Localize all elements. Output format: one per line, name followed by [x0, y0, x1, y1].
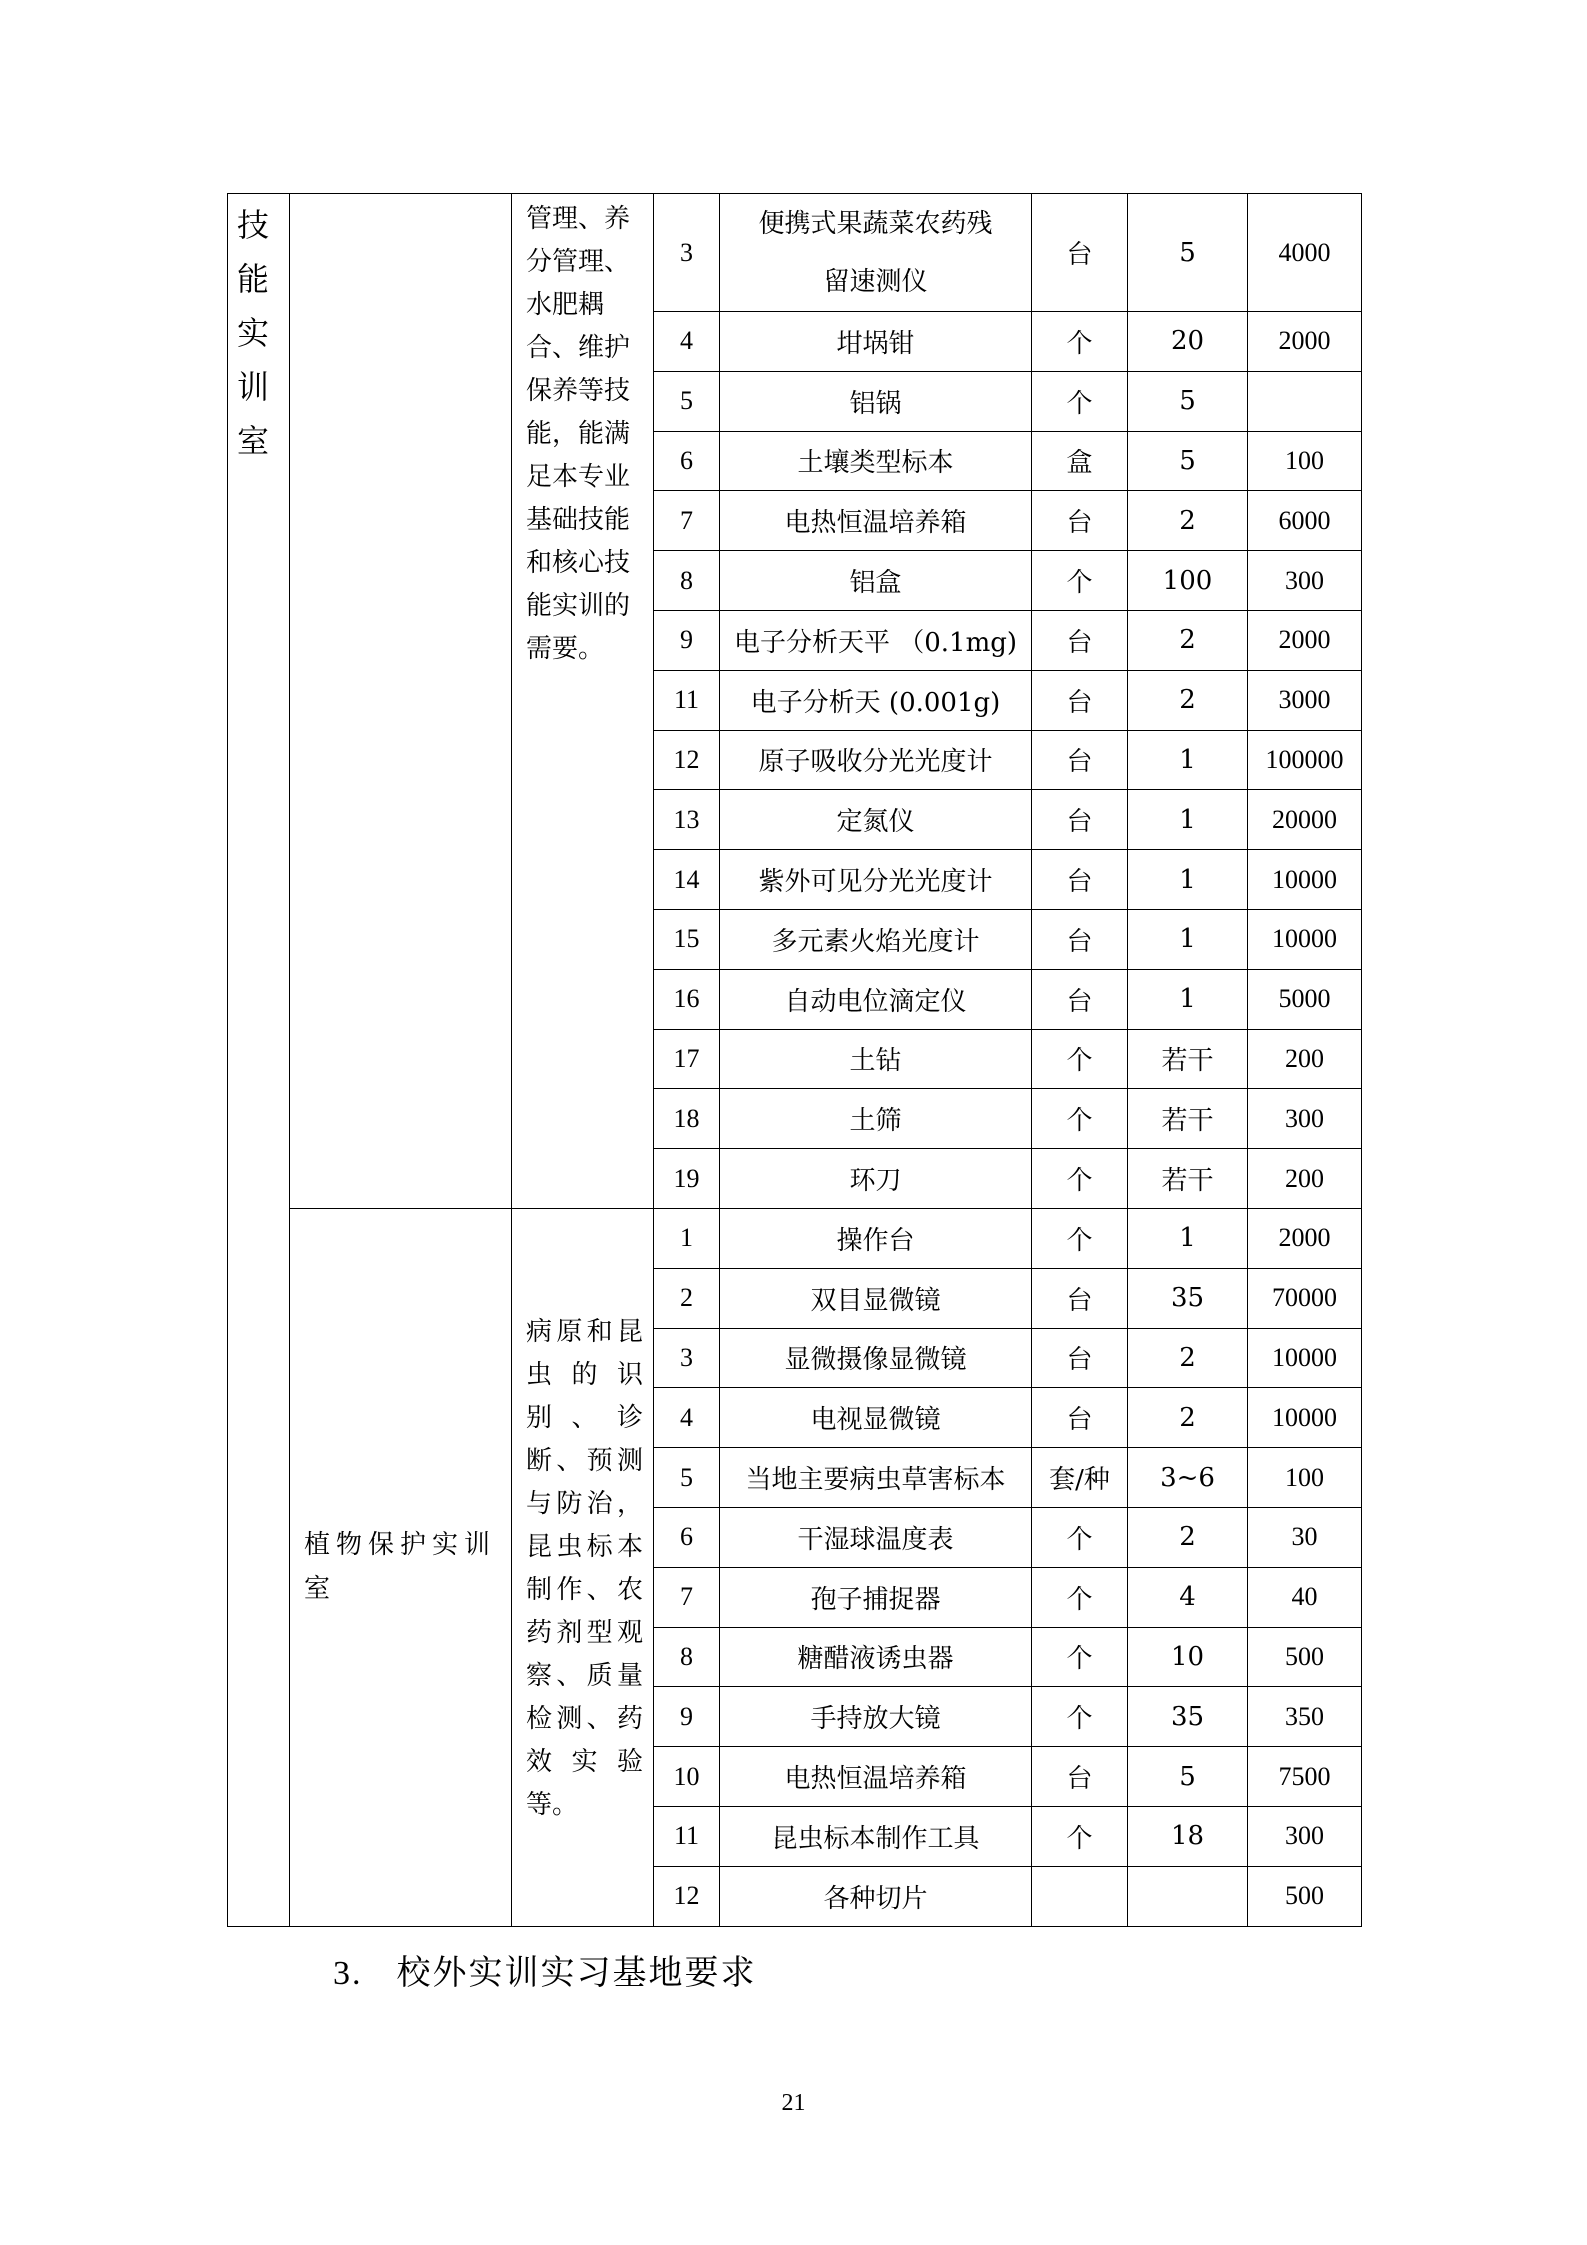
table-row: [228, 194, 1362, 312]
item-number-cell: 1: [654, 1208, 720, 1268]
training-description-cell: 病原和昆虫的识别、诊断、预测与防治，昆虫标本制作、农药剂型观察、质量检测、药效实验等。: [512, 1208, 654, 1926]
room-name-cell: 植物保护实训室: [290, 1208, 512, 1926]
item-unit-cell: 个: [1032, 1806, 1128, 1866]
table-row: [228, 1208, 1362, 1268]
item-number-cell: 9: [654, 610, 720, 670]
item-price-cell: 300: [1248, 1089, 1362, 1149]
item-qty-cell: 35: [1128, 1687, 1248, 1747]
item-unit-cell: 个: [1032, 1029, 1128, 1089]
page-number: 21: [781, 2090, 806, 2116]
item-unit-cell: 台: [1032, 194, 1128, 312]
item-unit-cell: 台: [1032, 969, 1128, 1029]
item-price-cell: 5000: [1248, 969, 1362, 1029]
item-unit-cell: 台: [1032, 1328, 1128, 1388]
item-name-cell: 孢子捕捉器: [720, 1567, 1032, 1627]
item-price-cell: 30: [1248, 1507, 1362, 1567]
item-unit-cell: 个: [1032, 1507, 1128, 1567]
item-price-cell: [1248, 371, 1362, 431]
item-qty-cell: 3~6: [1128, 1448, 1248, 1508]
item-unit-cell: 个: [1032, 1149, 1128, 1209]
item-price-cell: 200: [1248, 1149, 1362, 1209]
category-label: 技能实训室: [232, 208, 270, 478]
item-price-cell: 100000: [1248, 730, 1362, 790]
item-unit-cell: 台: [1032, 909, 1128, 969]
item-qty-cell: 若干: [1128, 1149, 1248, 1209]
item-price-cell: 500: [1248, 1866, 1362, 1926]
item-unit-cell: 台: [1032, 610, 1128, 670]
item-number-cell: 11: [654, 670, 720, 730]
item-name-cell: 手持放大镜: [720, 1687, 1032, 1747]
item-name-cell: 定氮仪: [720, 790, 1032, 850]
item-qty-cell: 5: [1128, 371, 1248, 431]
item-number-cell: 8: [654, 1627, 720, 1687]
item-number-cell: 5: [654, 371, 720, 431]
item-price-cell: 3000: [1248, 670, 1362, 730]
item-price-cell: 300: [1248, 1806, 1362, 1866]
item-number-cell: 9: [654, 1687, 720, 1747]
equipment-table-container: [227, 193, 1362, 1927]
item-name-cell: 原子吸收分光光度计: [720, 730, 1032, 790]
item-unit-cell: 台: [1032, 1747, 1128, 1807]
item-name-cell: 土钻: [720, 1029, 1032, 1089]
item-number-cell: 15: [654, 909, 720, 969]
item-name-cell: 电热恒温培养箱: [720, 491, 1032, 551]
item-unit-cell: 个: [1032, 371, 1128, 431]
item-qty-cell: 若干: [1128, 1089, 1248, 1149]
item-qty-cell: [1128, 1866, 1248, 1926]
item-unit-cell: 台: [1032, 491, 1128, 551]
section-heading: [333, 1945, 757, 1994]
item-price-cell: 2000: [1248, 312, 1362, 372]
item-price-cell: 2000: [1248, 1208, 1362, 1268]
item-number-cell: 18: [654, 1089, 720, 1149]
item-unit-cell: 台: [1032, 730, 1128, 790]
item-price-cell: 100: [1248, 431, 1362, 491]
item-price-cell: 10000: [1248, 1388, 1362, 1448]
item-qty-cell: 4: [1128, 1567, 1248, 1627]
item-unit-cell: 个: [1032, 312, 1128, 372]
item-number-cell: 8: [654, 551, 720, 611]
item-price-cell: 500: [1248, 1627, 1362, 1687]
item-qty-cell: 1: [1128, 969, 1248, 1029]
item-qty-cell: 2: [1128, 1507, 1248, 1567]
item-name-cell: 土筛: [720, 1089, 1032, 1149]
item-qty-cell: 2: [1128, 670, 1248, 730]
category-cell: [228, 194, 290, 1927]
item-name-cell: 电热恒温培养箱: [720, 1747, 1032, 1807]
item-name-cell: 当地主要病虫草害标本: [720, 1448, 1032, 1508]
item-number-cell: 7: [654, 491, 720, 551]
item-name-cell: 糖醋液诱虫器: [720, 1627, 1032, 1687]
item-unit-cell: 个: [1032, 1687, 1128, 1747]
item-qty-cell: 10: [1128, 1627, 1248, 1687]
item-number-cell: 3: [654, 1328, 720, 1388]
item-number-cell: 10: [654, 1747, 720, 1807]
item-price-cell: 200: [1248, 1029, 1362, 1089]
item-qty-cell: 2: [1128, 610, 1248, 670]
item-price-cell: 10000: [1248, 1328, 1362, 1388]
item-price-cell: 4000: [1248, 194, 1362, 312]
item-price-cell: 40: [1248, 1567, 1362, 1627]
item-qty-cell: 18: [1128, 1806, 1248, 1866]
item-qty-cell: 若干: [1128, 1029, 1248, 1089]
room-name-cell: [290, 194, 512, 1209]
item-name-cell: 电视显微镜: [720, 1388, 1032, 1448]
item-name-cell: 自动电位滴定仪: [720, 969, 1032, 1029]
item-qty-cell: 5: [1128, 194, 1248, 312]
item-number-cell: 14: [654, 850, 720, 910]
item-qty-cell: 5: [1128, 1747, 1248, 1807]
section-number: 3.: [333, 1955, 363, 1992]
item-unit-cell: 台: [1032, 670, 1128, 730]
item-unit-cell: 个: [1032, 1208, 1128, 1268]
item-unit-cell: 盒: [1032, 431, 1128, 491]
section-title: 校外实训实习基地要求: [396, 1953, 757, 1993]
item-number-cell: 19: [654, 1149, 720, 1209]
item-number-cell: 12: [654, 730, 720, 790]
item-number-cell: 13: [654, 790, 720, 850]
item-qty-cell: 2: [1128, 1328, 1248, 1388]
item-name-cell: 操作台: [720, 1208, 1032, 1268]
item-name-cell: 各种切片: [720, 1866, 1032, 1926]
item-price-cell: 350: [1248, 1687, 1362, 1747]
item-name-cell: 昆虫标本制作工具: [720, 1806, 1032, 1866]
item-number-cell: 6: [654, 431, 720, 491]
item-price-cell: 10000: [1248, 909, 1362, 969]
item-unit-cell: 台: [1032, 850, 1128, 910]
item-qty-cell: 2: [1128, 491, 1248, 551]
item-name-cell: 双目显微镜: [720, 1268, 1032, 1328]
item-qty-cell: 100: [1128, 551, 1248, 611]
item-unit-cell: 个: [1032, 1089, 1128, 1149]
item-number-cell: 2: [654, 1268, 720, 1328]
item-number-cell: 7: [654, 1567, 720, 1627]
item-qty-cell: 1: [1128, 730, 1248, 790]
item-price-cell: 70000: [1248, 1268, 1362, 1328]
item-number-cell: 16: [654, 969, 720, 1029]
item-qty-cell: 1: [1128, 909, 1248, 969]
item-qty-cell: 2: [1128, 1388, 1248, 1448]
item-qty-cell: 5: [1128, 431, 1248, 491]
item-price-cell: 7500: [1248, 1747, 1362, 1807]
item-unit-cell: 个: [1032, 1627, 1128, 1687]
item-number-cell: 5: [654, 1448, 720, 1508]
item-qty-cell: 20: [1128, 312, 1248, 372]
item-name-cell: 环刀: [720, 1149, 1032, 1209]
item-price-cell: 20000: [1248, 790, 1362, 850]
item-price-cell: 6000: [1248, 491, 1362, 551]
item-name-cell: 铝盒: [720, 551, 1032, 611]
item-name-cell: 铝锅: [720, 371, 1032, 431]
item-price-cell: 10000: [1248, 850, 1362, 910]
item-name-cell: 电子分析天 (0.001g): [720, 670, 1032, 730]
item-price-cell: 300: [1248, 551, 1362, 611]
item-unit-cell: 台: [1032, 1268, 1128, 1328]
item-number-cell: 4: [654, 1388, 720, 1448]
item-number-cell: 3: [654, 194, 720, 312]
item-unit-cell: 个: [1032, 551, 1128, 611]
item-name-cell: 多元素火焰光度计: [720, 909, 1032, 969]
item-number-cell: 12: [654, 1866, 720, 1926]
item-number-cell: 17: [654, 1029, 720, 1089]
item-unit-cell: 台: [1032, 790, 1128, 850]
item-number-cell: 4: [654, 312, 720, 372]
item-unit-cell: 套/种: [1032, 1448, 1128, 1508]
item-name-cell: 紫外可见分光光度计: [720, 850, 1032, 910]
item-qty-cell: 1: [1128, 850, 1248, 910]
item-price-cell: 2000: [1248, 610, 1362, 670]
item-unit-cell: 个: [1032, 1567, 1128, 1627]
item-unit-cell: 台: [1032, 1388, 1128, 1448]
item-price-cell: 100: [1248, 1448, 1362, 1508]
item-qty-cell: 1: [1128, 1208, 1248, 1268]
item-name-cell: 显微摄像显微镜: [720, 1328, 1032, 1388]
item-qty-cell: 35: [1128, 1268, 1248, 1328]
item-name-cell: 土壤类型标本: [720, 431, 1032, 491]
item-name-cell: 便携式果蔬菜农药残留速测仪: [720, 194, 1032, 312]
equipment-table: [227, 193, 1362, 1927]
item-name-cell: 坩埚钳: [720, 312, 1032, 372]
item-number-cell: 6: [654, 1507, 720, 1567]
training-description-cell: 管理、养分管理、水肥耦合、维护保养等技能，能满足本专业基础技能和核心技能实训的需要。: [512, 194, 654, 1209]
item-name-cell: 电子分析天平 （0.1mg): [720, 610, 1032, 670]
item-qty-cell: 1: [1128, 790, 1248, 850]
equipment-table-body: [228, 194, 1362, 1927]
item-number-cell: 11: [654, 1806, 720, 1866]
item-unit-cell: [1032, 1866, 1128, 1926]
item-name-cell: 干湿球温度表: [720, 1507, 1032, 1567]
